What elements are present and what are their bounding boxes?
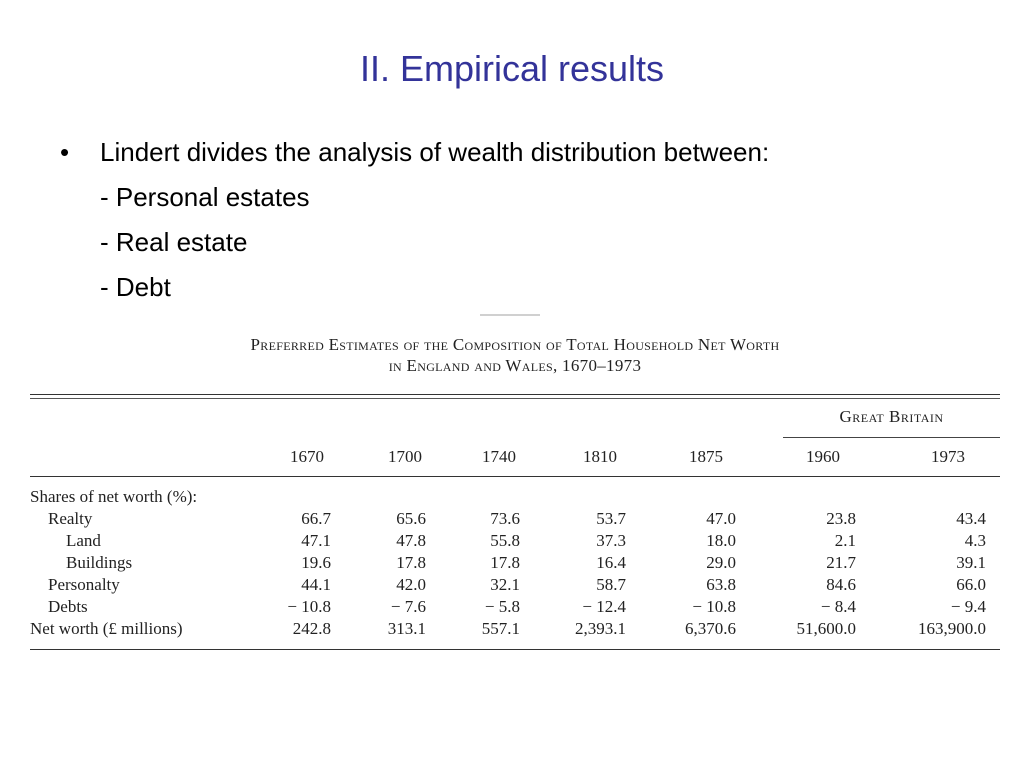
table-cell: − 12.4 — [582, 597, 626, 616]
table-cell: 6,370.6 — [685, 619, 736, 638]
table-cell: 2,393.1 — [575, 619, 626, 638]
sub-item-personal-estates: - Personal estates — [100, 182, 310, 212]
table-cell: 21.7 — [826, 553, 856, 572]
table-cell: 47.0 — [706, 509, 736, 528]
sub-item-real-estate: - Real estate — [100, 227, 248, 257]
table-cell: 557.1 — [481, 619, 520, 638]
table-cell: 18.0 — [706, 531, 736, 550]
group-header-great-britain: Great Britain — [839, 407, 944, 426]
row-label: Land — [66, 531, 101, 550]
table-cell: 29.0 — [706, 553, 736, 572]
year-header: 1670 — [290, 447, 324, 466]
table-cell: 55.8 — [490, 531, 520, 550]
table-cell: 84.6 — [826, 575, 856, 594]
table-cell: 17.8 — [396, 553, 426, 572]
table-cell: 313.1 — [387, 619, 426, 638]
row-label: Personalty — [48, 575, 120, 594]
table-cell: 2.1 — [834, 531, 856, 550]
year-header: 1700 — [388, 447, 422, 466]
table-cell: − 5.8 — [484, 597, 520, 616]
table-cell: 32.1 — [490, 575, 520, 594]
table-cell: 242.8 — [292, 619, 331, 638]
row-label: Realty — [48, 509, 93, 528]
table-cell: 37.3 — [596, 531, 626, 550]
table-cell: 58.7 — [596, 575, 626, 594]
slide-title: II. Empirical results — [359, 48, 665, 89]
group-header-rule — [783, 437, 1000, 438]
table-top-rule-2 — [30, 398, 1000, 399]
row-label: Shares of net worth (%): — [30, 487, 198, 506]
bullet-text: Lindert divides the analysis of wealth distribution between: — [100, 137, 770, 167]
table-cell: 19.6 — [301, 553, 331, 572]
table-cell: 63.8 — [706, 575, 736, 594]
table-cell: 23.8 — [826, 509, 856, 528]
table-cell: 16.4 — [596, 553, 626, 572]
table-cell: 66.0 — [956, 575, 986, 594]
table-caption-line2: in England and Wales, 1670–1973 — [388, 356, 642, 375]
table-cell: − 10.8 — [287, 597, 331, 616]
bullet-dot: • — [60, 137, 70, 167]
table-bottom-rule — [30, 649, 1000, 650]
year-header: 1960 — [806, 447, 840, 466]
table-cell: 65.6 — [396, 509, 426, 528]
table-cell: 73.6 — [490, 509, 520, 528]
row-label: Buildings — [66, 553, 133, 572]
table-cell: 43.4 — [956, 509, 986, 528]
table-cell: 47.8 — [396, 531, 426, 550]
year-header: 1973 — [931, 447, 965, 466]
table-cell: − 8.4 — [820, 597, 856, 616]
row-label: Debts — [48, 597, 88, 616]
table-cell: − 9.4 — [950, 597, 986, 616]
header-bottom-rule — [30, 476, 1000, 477]
row-label: Net worth (£ millions) — [30, 619, 183, 638]
year-header: 1875 — [689, 447, 723, 466]
table-cell: 17.8 — [490, 553, 520, 572]
table-cell: 47.1 — [301, 531, 331, 550]
sub-item-debt: - Debt — [100, 272, 171, 302]
table-cell: 39.1 — [956, 553, 986, 572]
table-cell: − 10.8 — [692, 597, 736, 616]
year-header: 1740 — [482, 447, 516, 466]
scan-artifact — [480, 314, 540, 316]
table-cell: 4.3 — [964, 531, 986, 550]
table-caption-line1: Preferred Estimates of the Composition of Total Household Net Worth — [250, 335, 780, 354]
table-cell: 66.7 — [301, 509, 331, 528]
table-cell: 163,900.0 — [918, 619, 986, 638]
table-cell: 53.7 — [596, 509, 626, 528]
table-cell: 42.0 — [396, 575, 426, 594]
table-cell: 44.1 — [301, 575, 331, 594]
table-top-rule — [30, 394, 1000, 395]
table-cell: − 7.6 — [390, 597, 426, 616]
table-cell: 51,600.0 — [796, 619, 856, 638]
year-header: 1810 — [583, 447, 617, 466]
